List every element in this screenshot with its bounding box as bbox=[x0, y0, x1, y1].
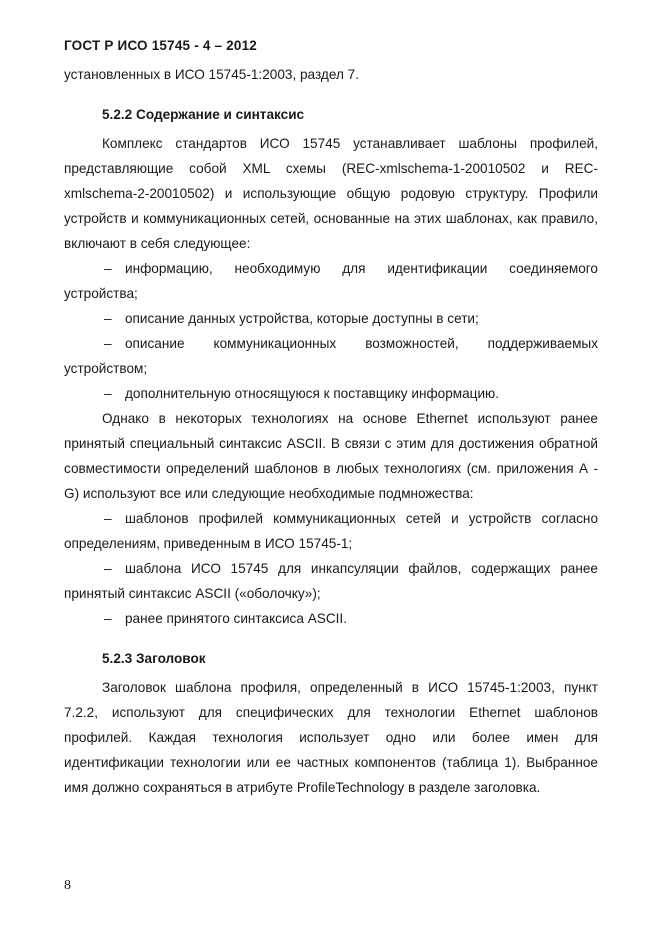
list-item bbox=[64, 331, 598, 381]
dash-marker: – bbox=[104, 311, 112, 326]
dash-marker: – bbox=[104, 386, 112, 401]
list-item bbox=[64, 556, 598, 606]
paragraph: Заголовок шаблона профиля, определенный в ИСО 15745-1:2003, пункт 7.2.2, используют для специфических для технологии Ethernet шаблонов профилей. Каждая технология использует одно или более имен для идентификации технологии или ее частных компонентов (таблица 1). Выбранное имя должно сохраняться в атрибуте ProfileTechnology в разделе заголовка. bbox=[64, 680, 598, 795]
section-heading-5-2-2: 5.2.2 Содержание и синтаксис bbox=[102, 107, 305, 122]
list-item-text: информацию, необходимую для идентификации соединяемого устройства; bbox=[64, 261, 598, 301]
list-item-text: описание данных устройства, которые доступны в сети; bbox=[125, 311, 479, 326]
dash-marker: – bbox=[104, 611, 112, 626]
lead-line: установленных в ИСО 15745-1:2003, раздел 7. bbox=[64, 67, 359, 82]
paragraph: Комплекс стандартов ИСО 15745 устанавливает шаблоны профилей, представляющие собой XML схемы (REC-xmlschema-1-20010502 и REC-xmlschema-2-20010502) и использующие общую родовую структуру. Профили устройств и коммуникационных сетей, основанные на этих шаблонах, как правило, включают в себя следующее: bbox=[64, 136, 598, 251]
document-header: ГОСТ Р ИСО 15745 - 4 – 2012 bbox=[64, 38, 257, 53]
dash-marker: – bbox=[104, 261, 112, 276]
paragraph: Однако в некоторых технологиях на основе Ethernet используют ранее принятый специальный синтаксис ASCII. В связи с этим для достижения обратной совместимости определений шаблонов в любых технологиях (см. приложения А - G) используют все или следующие необходимые подмножества: bbox=[64, 411, 598, 501]
dash-marker: – bbox=[104, 561, 112, 576]
dash-marker: – bbox=[104, 511, 112, 526]
page-number: 8 bbox=[64, 878, 71, 893]
section-heading-5-2-3: 5.2.3 Заголовок bbox=[102, 651, 206, 666]
list-item-text: дополнительную относящуюся к поставщику информацию. bbox=[125, 386, 500, 401]
list-item bbox=[64, 381, 598, 406]
list-item bbox=[64, 306, 598, 331]
list-item-text: ранее принятого синтаксиса ASCII. bbox=[125, 611, 347, 626]
list-item-text: шаблона ИСО 15745 для инкапсуляции файлов, содержащих ранее принятый синтаксис ASCII («оболочку»); bbox=[64, 561, 598, 601]
page-body bbox=[64, 62, 598, 800]
list-item-text: описание коммуникационных возможностей, поддерживаемых устройством; bbox=[64, 336, 598, 376]
list-item bbox=[64, 256, 598, 306]
list-item-text: шаблонов профилей коммуникационных сетей и устройств согласно определениям, приведенным в ИСО 15745-1; bbox=[64, 511, 598, 551]
dash-marker: – bbox=[104, 336, 112, 351]
list-item bbox=[64, 606, 598, 631]
list-item bbox=[64, 506, 598, 556]
